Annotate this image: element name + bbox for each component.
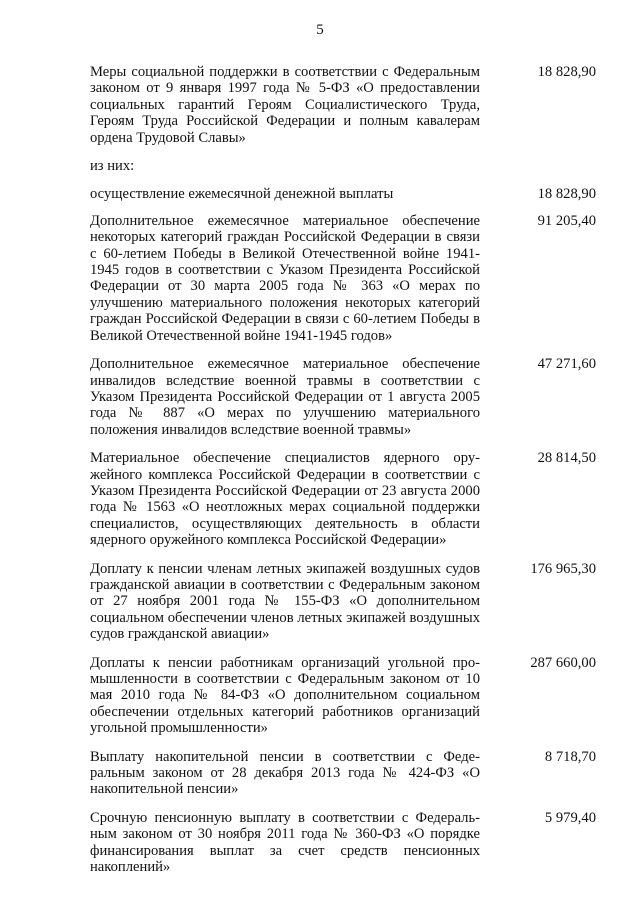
row-amount: 176 965,30 bbox=[530, 560, 596, 577]
table-row bbox=[90, 655, 596, 737]
row-description: Доплату к пенсии членам летных экипажей воздушных судов гражданской авиации в соответствии с Федеральным законом от 27 ноября 2001 года № 155-ФЗ «О дополнительном социальном обеспечении членов летных экипажей воздушных судов гражданской авиации» bbox=[90, 560, 480, 643]
row-description: Меры социальной поддержки в соответствии с Федеральным законом от 9 января 1997 года № 5-ФЗ «О предоставлении социальных гарантий Героям Социалистического Труда, Героям Труда Российской Федерации и полным кавалерам ордена Трудовой Славы» bbox=[90, 64, 480, 146]
row-description: Выплату накопительной пенсии в соответствии с Федеральным законом от 28 декабря 2013 года № 424-ФЗ «О накопительной пенсии» bbox=[90, 748, 480, 798]
table-row bbox=[90, 158, 596, 174]
expense-rows bbox=[90, 64, 596, 875]
row-description: из них: bbox=[90, 158, 135, 175]
row-amount: 18 828,90 bbox=[537, 186, 596, 203]
row-description: Срочную пенсионную выплату в соответствии с Федеральным законом от 30 ноября 2011 года № 360-ФЗ «О порядке финансирования выплат за счет средств пенсионных накоплений» bbox=[90, 809, 480, 876]
table-row bbox=[90, 64, 596, 146]
table-row bbox=[90, 450, 596, 548]
row-amount: 8 718,70 bbox=[544, 748, 596, 765]
row-description: Доплаты к пенсии работникам организаций угольной промышленности в соответствии с Федеральным законом от 10 мая 2010 года № 84-ФЗ «О дополнительном социальном обеспечении отдельных категорий работников организаций угольной промышленности» bbox=[90, 654, 480, 737]
table-row bbox=[90, 356, 596, 438]
row-amount: 18 828,90 bbox=[537, 64, 596, 80]
row-amount: 287 660,00 bbox=[530, 654, 596, 671]
table-row bbox=[90, 186, 596, 202]
table-row bbox=[90, 213, 596, 344]
row-amount: 5 979,40 bbox=[544, 809, 596, 826]
row-description: Материальное обеспечение специалистов ядерного оружейного комплекса Российской Федерации в соответствии с Указом Президента Российской Федерации от 23 августа 2000 года № 1563 «О неотложных мерах социальной поддержки специалистов, осуществляющих деятельность в области ядерного оружейного комплекса Российской Федерации» bbox=[90, 450, 480, 549]
row-amount: 91 205,40 bbox=[537, 212, 596, 229]
row-amount: 47 271,60 bbox=[537, 356, 596, 373]
row-description: Дополнительное ежемесячное материальное обеспечение инвалидов вследствие военной травмы в соответствии с Указом Президента Российской Федерации от 1 августа 2005 года № 887 «О мерах по улучшению материального положения инвалидов вследствие военной травмы» bbox=[90, 356, 480, 438]
row-amount: 28 814,50 bbox=[537, 450, 596, 467]
table-row bbox=[90, 749, 596, 798]
row-description: осуществление ежемесячной денежной выплаты bbox=[90, 186, 394, 203]
table-row bbox=[90, 561, 596, 643]
row-description: Дополнительное ежемесячное материальное обеспечение некоторых категорий граждан Российской Федерации в связи с 60-летием Победы в Великой Отечественной войне 1941-1945 годов в соответствии с Указом Президента Российской Федерации от 30 марта 2005 года № 363 «О мерах по улучшению материального положения некоторых категорий граждан Российской Федерации в связи с 60-летием Победы в Великой Отечественной войне 1941-1945 годов» bbox=[90, 212, 480, 344]
table-row bbox=[90, 810, 596, 876]
page-number: 5 bbox=[316, 22, 324, 38]
